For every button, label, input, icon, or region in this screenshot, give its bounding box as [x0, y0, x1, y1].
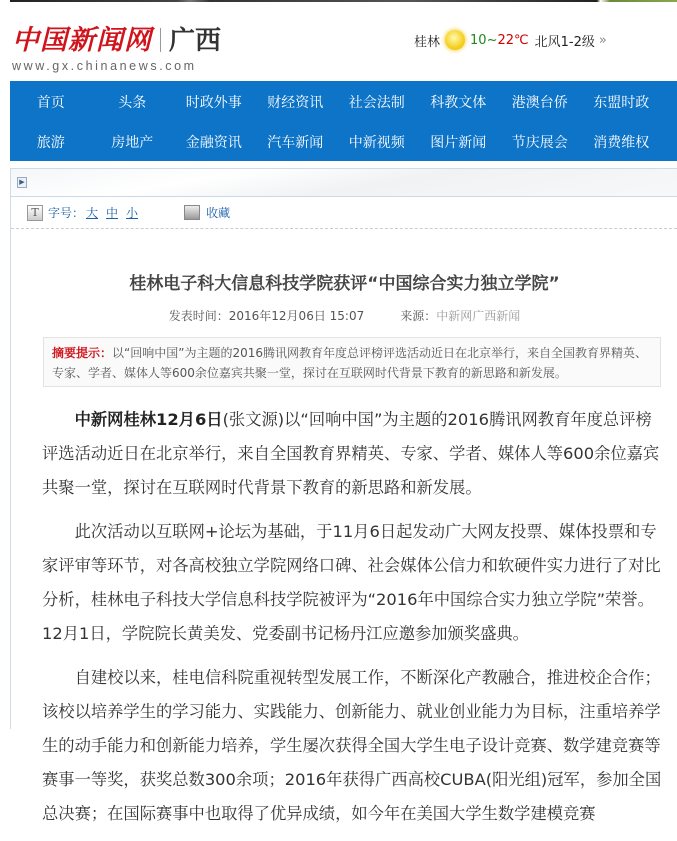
- nav-item[interactable]: 汽车新闻: [267, 135, 324, 151]
- font-small-link[interactable]: 小: [126, 206, 139, 220]
- site-logo[interactable]: [12, 18, 221, 73]
- article-title: 桂林电子科大信息科技学院获评“中国综合实力独立学院”: [129, 274, 560, 294]
- paragraph: 此次活动以互联网+论坛为基础，于11月6日起发动广大网友投票、媒体投票和专家评审等环节，对各高校独立学院网络口碑、社会媒体公信力和软硬件实力进行了对比分析，桂林电子科技大学信息科技学院被评为“2016年中国综合实力独立学院”荣誉。12月1日，学院院长黄美发、党委副书记杨丹江应邀参加颁奖盛典。: [42, 522, 661, 643]
- article-body: [42, 403, 668, 841]
- logo-divider: [160, 28, 161, 52]
- nav-item[interactable]: 东盟时政: [593, 95, 650, 111]
- summary-label: 摘要提示：: [52, 346, 113, 360]
- paragraph: [42, 403, 668, 505]
- logo-text: 中国新闻网: [12, 25, 152, 56]
- nav-item[interactable]: 时政外事: [185, 95, 242, 111]
- font-medium-link[interactable]: 中: [106, 206, 119, 220]
- site-url: www.gx.chinanews.com: [12, 59, 197, 73]
- nav-item[interactable]: 消费维权: [593, 135, 650, 151]
- region-name: 广西: [169, 26, 222, 56]
- nav-item[interactable]: 金融资讯: [185, 135, 242, 151]
- weather-widget[interactable]: [414, 30, 607, 50]
- paragraph-text: (张文源)以“回响中国”为主题的2016腾讯网教育年度总评榜评选活动近日在北京举行，来自全国教育界精英、专家、学者、媒体人等600余位嘉宾共聚一堂，探讨在互联网时代背景下教育的新思路和新发展。: [42, 410, 660, 497]
- main-nav: [10, 81, 677, 161]
- nav-item[interactable]: 社会法制: [348, 95, 405, 111]
- nav-item[interactable]: 财经资讯: [267, 95, 324, 111]
- nav-item[interactable]: 图片新闻: [430, 135, 487, 151]
- favorite-link[interactable]: 收藏: [206, 206, 231, 220]
- nav-item[interactable]: 节庆展会: [511, 135, 568, 151]
- font-large-link[interactable]: 大: [86, 206, 99, 220]
- summary-box: [43, 337, 661, 387]
- chevron-right-icon[interactable]: »: [598, 32, 607, 48]
- nav-item[interactable]: 首页: [36, 95, 65, 111]
- article-meta: [11, 307, 677, 324]
- dateline: 中新网桂林12月6日: [74, 410, 223, 429]
- source-label: 来源：: [400, 309, 437, 323]
- font-size-label: 字号：: [48, 206, 85, 220]
- nav-item[interactable]: 房地产: [111, 135, 154, 151]
- nav-row-2: [10, 123, 677, 163]
- wind: 北风1-2级: [534, 34, 595, 50]
- top-banner-strip: [10, 0, 677, 2]
- temp-low: 10: [470, 32, 487, 48]
- article-toolbar: [11, 197, 677, 229]
- font-size-icon: T: [27, 205, 43, 221]
- nav-item[interactable]: 港澳台侨: [511, 95, 568, 111]
- paragraph: 自建校以来，桂电信科院重视转型发展工作，不断深化产教融合，推进校企合作；该校以培养学生的学习能力、实践能力、创新能力、就业创业能力为目标，注重培养学生的动手能力和创新能力培养，学生屡次获得全国大学生电子设计竞赛、数学建竞赛等赛事一等奖，获奖总数300余项；2016年获得广西高校CUBA(阳光组)冠军，参加全国总决赛；在国际赛事中也取得了优异成绩，如今年在美国大学生数学建模竞赛: [42, 668, 662, 823]
- temp-high: 22℃: [497, 32, 529, 48]
- temp-sep: ~: [486, 32, 498, 48]
- nav-item[interactable]: 科教文体: [430, 95, 487, 111]
- publish-time: 2016年12月06日 15:07: [228, 309, 365, 323]
- time-label: 发表时间：: [168, 309, 229, 323]
- article-top-bar: [11, 169, 677, 197]
- article-container: [10, 168, 677, 823]
- sun-icon: [445, 30, 465, 50]
- nav-item[interactable]: 中新视频: [348, 135, 405, 151]
- weather-city: 桂林: [414, 34, 441, 50]
- nav-item[interactable]: 旅游: [36, 135, 65, 151]
- play-icon[interactable]: ▶: [17, 177, 27, 188]
- print-icon: [184, 205, 200, 220]
- nav-item[interactable]: 头条: [118, 95, 147, 111]
- nav-row-1: [10, 83, 677, 123]
- source-link[interactable]: 中新网广西新闻: [436, 309, 521, 323]
- summary-text: 以“回响中国”为主题的2016腾讯网教育年度总评榜评选活动近日在北京举行，来自全国教育界精英、专家、学者、媒体人等600余位嘉宾共聚一堂，探讨在互联网时代背景下教育的新思路和新发展。: [52, 346, 647, 380]
